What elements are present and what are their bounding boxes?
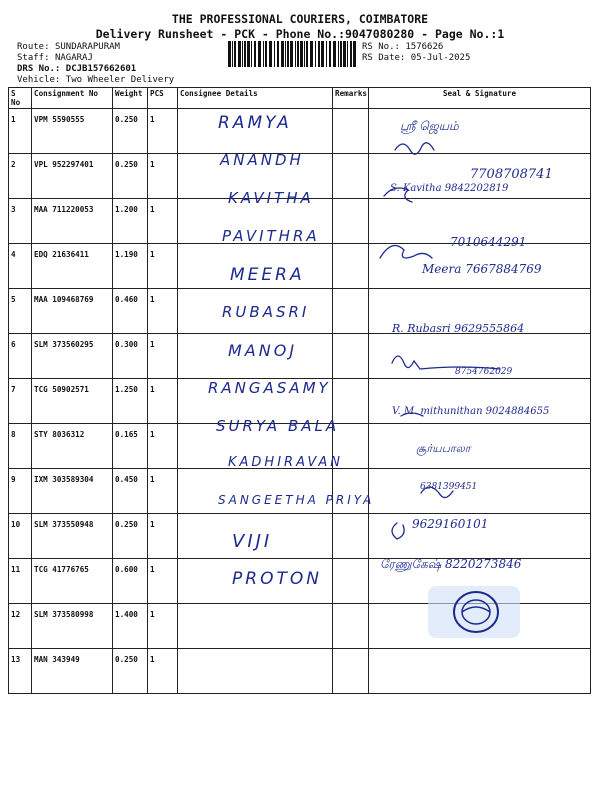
cell-consignment-no: TCG 41776765 [32,559,113,604]
col-header-weight: Weight [113,88,148,109]
rs-date-line: RS Date: 05-Jul-2025 [362,53,471,63]
cell-consignment-no: MAN 343949 [32,649,113,694]
col-header-sno: S No [9,88,32,109]
cell-pcs: 1 [148,649,178,694]
handwritten-signature: 6381399451 [420,482,478,492]
handwritten-consignee-name: SURYA BALA [216,417,340,435]
cell-weight: 0.250 [113,109,148,154]
cell-weight: 0.165 [113,424,148,469]
cell-consignment-no: STY 8036312 [32,424,113,469]
company-title: THE PROFESSIONAL COURIERS, COIMBATORE [171,12,429,26]
cell-sno: 2 [9,154,32,199]
cell-consignment-no: TCG 50902571 [32,379,113,424]
cell-weight: 0.300 [113,334,148,379]
cell-consignment-no: SLM 373580998 [32,604,113,649]
cell-pcs: 1 [148,379,178,424]
handwritten-consignee-name: KADHIRAVAN [228,455,343,470]
cell-weight: 1.200 [113,199,148,244]
handwritten-consignee-name: MEERA [230,265,305,285]
col-header-signature: Seal & Signature [369,88,591,109]
cell-sno: 5 [9,289,32,334]
cell-sno: 11 [9,559,32,604]
vehicle-line: Vehicle: Two Wheeler Delivery [17,75,175,85]
cell-consignment-no: SLM 373550948 [32,514,113,559]
col-header-remarks: Remarks [333,88,369,109]
cell-weight: 0.250 [113,649,148,694]
cell-sno: 10 [9,514,32,559]
handwritten-consignee-name: MANOJ [228,341,298,360]
cell-sno: 6 [9,334,32,379]
cell-pcs: 1 [148,154,178,199]
cell-weight: 1.250 [113,379,148,424]
staff-line: Staff: NAGARAJ [17,53,93,63]
cell-sno: 1 [9,109,32,154]
cell-sno: 7 [9,379,32,424]
handwritten-consignee-name: KAVITHA [228,189,314,207]
cell-pcs: 1 [148,559,178,604]
handwritten-signature: R. Rubasri 9629555864 [392,322,525,335]
handwritten-signature: ரேணுகேஷ் 8220273846 [380,557,522,571]
handwritten-signature: சூர்யபாலா [416,442,471,455]
handwritten-signature: 9629160101 [412,517,489,531]
cell-consignment-no: EDQ 21636411 [32,244,113,289]
rs-date-value: 05-Jul-2025 [410,53,471,63]
cell-consignment-no: VPM 5590555 [32,109,113,154]
cell-weight: 0.250 [113,514,148,559]
handwritten-consignee-name: RUBASRI [222,303,310,321]
handwritten-consignee-name: RANGASAMY [208,379,331,397]
cell-sno: 8 [9,424,32,469]
cell-sno: 13 [9,649,32,694]
cell-consignment-no: SLM 373560295 [32,334,113,379]
cell-pcs: 1 [148,424,178,469]
cell-weight: 1.400 [113,604,148,649]
handwritten-consignee-name: PROTON [232,569,322,589]
cell-pcs: 1 [148,514,178,559]
cell-pcs: 1 [148,469,178,514]
cell-pcs: 1 [148,109,178,154]
handwritten-signature: V. M. mithunithan 9024884655 [392,406,550,417]
cell-sno: 9 [9,469,32,514]
handwritten-signature: ஸ்ரீ ஜெயம் [400,119,459,133]
cell-consignment-no: IXM 303589304 [32,469,113,514]
handwritten-consignee-name: VIJI [232,531,273,552]
vehicle-value: Two Wheeler Delivery [65,75,175,85]
cell-weight: 1.190 [113,244,148,289]
handwritten-consignee-name: PAVITHRA [222,227,320,245]
cell-pcs: 1 [148,289,178,334]
rs-no-line: RS No.: 1576626 [362,42,444,52]
cell-pcs: 1 [148,199,178,244]
route-line: Route: SUNDARAPURAM [17,42,120,52]
cell-consignment-no: VPL 952297401 [32,154,113,199]
handwritten-consignee-name: RAMYA [218,113,292,133]
cell-pcs: 1 [148,244,178,289]
handwritten-signature: 7010644291 [450,235,527,249]
cell-consignment-no: MAA 109468769 [32,289,113,334]
cell-sno: 12 [9,604,32,649]
handwritten-consignee-name: SANGEETHA PRIYA [218,493,375,507]
handwritten-signature: Meera 7667884769 [422,262,542,276]
rs-no-value: 1576626 [405,42,444,52]
cell-consignment-no: MAA 711220053 [32,199,113,244]
runsheet-subtitle: Delivery Runsheet - PCK - Phone No.:9047080280 - Page No.:1 [95,27,505,41]
delivery-seal-stamp [426,582,522,640]
cell-sno: 4 [9,244,32,289]
handwritten-signature: 8754762029 [455,367,513,377]
drs-value: DCJB157662601 [65,64,137,74]
route-value: SUNDARAPURAM [54,42,120,52]
col-header-consignee: Consignee Details [178,88,333,109]
handwritten-signature: 7708708741 [470,167,553,182]
handwritten-consignee-name: ANANDH [220,151,304,169]
cell-pcs: 1 [148,604,178,649]
cell-sno: 3 [9,199,32,244]
cell-weight: 0.600 [113,559,148,604]
cell-weight: 0.450 [113,469,148,514]
staff-value: NAGARAJ [54,53,93,63]
drs-line: DRS No.: DCJB157662601 [17,64,137,74]
cell-pcs: 1 [148,334,178,379]
handwritten-signature: S. Kavitha 9842202819 [390,183,509,194]
col-header-consignment: Consignment No [32,88,113,109]
col-header-pcs: PCS [148,88,178,109]
cell-weight: 0.250 [113,154,148,199]
cell-weight: 0.460 [113,289,148,334]
